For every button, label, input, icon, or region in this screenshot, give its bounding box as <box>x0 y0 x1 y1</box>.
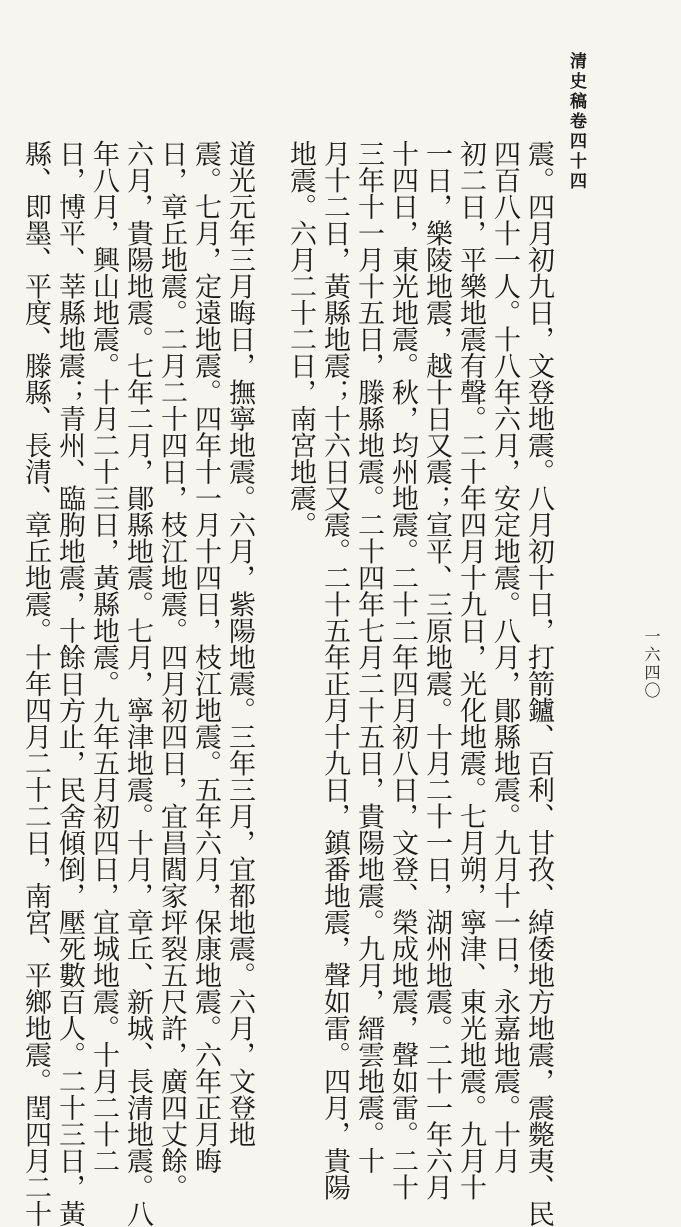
text-column: 六月，貴陽地震。七年二月，鄖縣地震。七月，寧津地震。十月，章丘、新城、長清地震。八 <box>122 140 153 1227</box>
page-number: 一六四〇 <box>642 628 661 700</box>
text-column: 日，博平、莘縣地震；青州、臨朐地震，十餘日方止，民舍傾倒，壓死數百人。二十三日，黃 <box>54 140 85 1227</box>
text-column: 四百八十一人。十八年六月，安定地震。八月，鄖縣地震。九月十一日，永嘉地震。十月 <box>489 140 520 1174</box>
text-column: 震。七月，定遠地震。四年十一月十四日，枝江地震。五年六月，保康地震。六年正月晦 <box>190 140 221 1174</box>
text-column: 年八月，興山地震。十月二十三日，黃縣地震。九年五月初四日，宜城地震。十月二十二 <box>88 140 119 1174</box>
running-header: 清史稿卷四十四 <box>566 52 586 192</box>
text-column: 初二日，平樂地震有聲。二十年四月十九日，光化地震。七月朔，寧津、東光地震。九月十 <box>455 140 486 1200</box>
text-column: 十四日，東光地震。秋，均州地震。二十二年四月初八日，文登、榮成地震，聲如雷。二十 <box>387 140 418 1200</box>
text-column-paragraph-start: 道光元年三月晦日，撫寧地震。六月，紫陽地震。三年三月，宜都地震。六月，文登地 <box>224 140 255 1147</box>
text-column: 震。四月初九日，文登地震。八月初十日，打箭鑪、百利、甘孜、綽倭地方地震，震斃夷、民 <box>523 140 554 1227</box>
text-column: 日，章丘地震。二月二十四日，枝江地震。四月初四日，宜昌閻家坪裂五尺許，廣四丈餘。 <box>156 140 187 1200</box>
text-column: 地震。六月二十二日，南宮地震。 <box>285 140 316 538</box>
text-column: 一日，樂陵地震，越十日又震；宣平、三原地震。十月二十一日，湖州地震。二十一年六月 <box>421 140 452 1200</box>
vertical-text-body <box>18 140 555 1227</box>
text-column: 三年十一月十五日，滕縣地震。二十四年七月二十五日，貴陽地震。九月，縉雲地震。十 <box>353 140 384 1174</box>
text-column: 縣、即墨、平度、滕縣、長清、章丘地震。十年四月二十二日，南宮、平鄉地震。閏四月二十 <box>20 140 51 1227</box>
text-column: 月十二日，黃縣地震；十六日又震。二十五年正月十九日，鎮番地震，聲如雷。四月，貴陽 <box>319 140 350 1200</box>
